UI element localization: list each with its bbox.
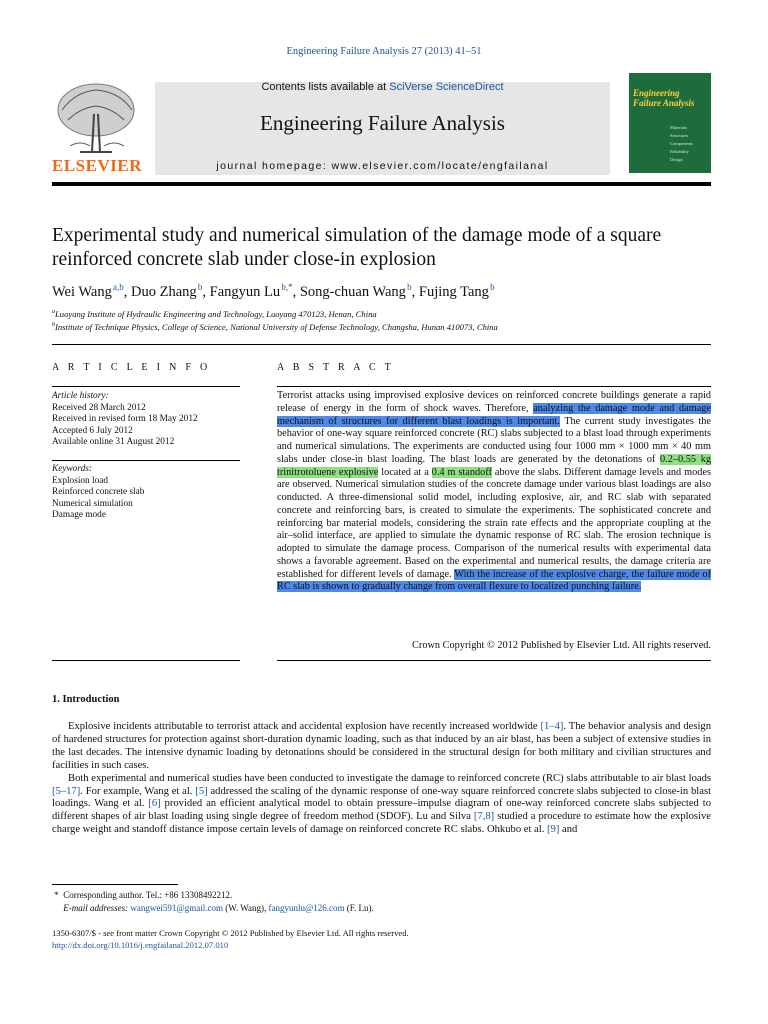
affiliation [52,309,377,319]
author-separator: , [202,283,210,300]
paragraph-text: . For example, Wang et al. [80,785,196,797]
footnote-mark: * [54,890,59,900]
email-note [52,902,711,915]
article-title: Experimental study and numerical simulation of the damage mode of a square reinforced concrete slab under close-in explosion [52,225,662,270]
highlight-green[interactable]: 0.4 m standoff [431,466,492,478]
abstract-text: above the slabs. Different damage levels and modes are observed. Numerical simulation studies of the concrete damage under various blast loadings are also conducted. A three-dimensional solid model, including explosive, air, and RC slab with separated concrete and reinforcing bars, is created to simulate the experiments. The sophisticated concrete and reinforcing bar material models, considering the strain rate effects and the appropriate coupling at the air–solid interface, are applied to simulate the dynamic response of RC slab. The erosion technique is adopted to simulate the damage process. Comparison of the numerical results with experimental data shows a favorable agreement. Based on the experimental and numerical results, the damage criteria are established for different levels of damage. [277,466,711,580]
highlight-green[interactable]: 0.2–0.55 kg trinitrotoluene explosive [277,453,711,478]
history-item: Received 28 March 2012 [52,402,146,413]
email-link[interactable]: wangwei591@gmail.com [130,902,223,913]
info-divider [52,460,240,461]
cover-topic: Design [670,157,683,162]
article-info-heading: A R T I C L E I N F O [52,362,211,373]
keyword: Damage mode [52,510,106,521]
highlight-blue[interactable]: analyzing the damage mode and damage mechanism of structures for different blast loadings is important. [277,402,711,427]
keywords-label: Keywords: [52,464,92,474]
corresponding-author: Corresponding author. Tel.: +86 13308492212. [63,890,233,900]
contents-availability [155,81,610,93]
keyword: Numerical simulation [52,498,133,509]
sciencedirect-link[interactable]: SciVerse ScienceDirect [389,81,504,93]
citation-link[interactable]: [6] [148,798,161,810]
author-separator: , [123,283,132,300]
history-item: Received in revised form 18 May 2012 [52,414,198,425]
author-affiliation-mark[interactable]: b [197,282,203,292]
paragraph-text: and [559,824,578,836]
keywords [52,464,240,522]
paragraph-text: studied a procedure to estimate how the explosive charge weight and standoff distance impose certain levels of damage on reinforced concrete RC slabs. Ohkubo et al. [52,811,711,836]
elsevier-wordmark: ELSEVIER [52,156,142,175]
header-divider [52,182,711,186]
article-history [52,391,240,449]
title-divider [52,344,711,345]
cover-title: Engineering Failure Analysis [633,88,695,108]
author-name: Wei Wang [52,283,112,300]
paragraph-text: Both experimental and numerical studies have been conducted to investigate the damage to reinforced concrete (RC) slabs attributable to air blast loads [68,772,711,784]
citation-link[interactable]: [5–17] [52,785,81,797]
paragraph-text: . The behavior analysis and design of hardened structures for protection against short-duration dynamic loading, such as that induced by an air blast, has been a subject of extensive studies in the last decades. The intensive dynamic loading by detonations should be considered in the structural design for both military and civilian structures and facilities in such cases. [52,721,711,771]
abstract-text: Terrorist attacks using improvised explosive devices on reinforced concrete buildings generate a rapid release of energy in the form of shock waves. Therefore, [277,390,711,414]
history-item: Accepted 6 July 2012 [52,425,133,436]
abstract-body [277,390,711,594]
copyright-notice: Crown Copyright © 2012 Published by Elsevier Ltd. All rights reserved. [412,640,711,651]
author-list [52,282,495,301]
history-label: Article history: [52,391,109,401]
history-item: Available online 31 August 2012 [52,437,175,448]
introduction-body [52,721,711,837]
abstract-text: The current study investigates the behavior of one-way square reinforced concrete (RC) slabs subjected to a blast load through experiments and numerical simulations. The experiments are conducted using four 1000 mm × 1000 mm × 40 mm slabs under close-in blast loading. The blast loads are generated by the detonations of [277,415,712,465]
author-affiliation-mark[interactable]: a,b [113,282,124,292]
author-name: Fujing Tang [418,283,489,300]
highlight-blue[interactable]: With the increase of the explosive charge, the failure mode of RC slab is shown to gradually change from overall flexure to localized punching failure. [277,568,711,593]
paragraph [52,721,711,773]
cover-topic: Components [670,141,693,146]
citation-link[interactable]: [9] [547,824,560,836]
journal-reference-link[interactable]: Engineering Failure Analysis 27 (2013) 41–51 [286,46,482,57]
issn-line: 1350-6307/$ - see front matter Crown Copyright © 2012 Published by Elsevier Ltd. All rights reserved. [52,928,409,938]
affiliation-text: Luoyang Institute of Hydraulic Engineering and Technology, Luoyang 470123, Henan, China [55,309,377,319]
footnotes [52,889,711,914]
info-divider [52,386,240,387]
affiliation-mark: b [52,322,55,329]
cover-topic: Reliability [670,149,689,154]
keyword: Reinforced concrete slab [52,487,145,498]
corresponding-author-note [52,889,711,902]
paragraph [52,773,711,838]
cover-topic: Materials [670,125,687,130]
author-name: Duo Zhang [131,283,197,300]
citation-link[interactable]: [5] [195,785,208,797]
abstract-divider [277,660,711,661]
contents-prefix: Contents lists available at [261,81,390,93]
paragraph-text: Explosive incidents attributable to terrorist attack and accidental explosion have recently increased worldwide [68,721,541,732]
affiliation [52,322,498,332]
citation-link[interactable]: [1–4] [540,721,564,732]
affiliation-mark: a [52,309,55,316]
email-owner: (F. Lu). [344,902,374,913]
email-link[interactable]: fangyunlu@126.com [268,902,345,913]
paragraph-text: addressed the scaling of the dynamic response of one-way square reinforced concrete slabs subjected to close-in blast loadings. Wang et al. [52,785,712,810]
keyword: Explosion load [52,475,109,486]
author-name: Fangyun Lu [209,283,281,300]
email-owner: (W. Wang), [222,902,269,913]
doi-link[interactable]: http://dx.doi.org/10.1016/j.engfailanal.2012.07.010 [52,939,229,950]
author-separator: , [411,283,419,300]
journal-homepage-link[interactable]: journal homepage: www.elsevier.com/locate/engfailanal [216,160,549,172]
cover-topic: Structures [670,133,689,138]
author-affiliation-mark[interactable]: b [407,282,412,292]
journal-title: Engineering Failure Analysis [260,111,505,135]
affiliation-text: Institute of Technique Physics, College of Science, National University of Defense Technology, Changsha, Hunan 410073, China [55,322,498,332]
abstract-text: located at a [378,466,432,478]
abstract-divider [277,386,711,387]
cover-topics [670,124,710,164]
publication-info [52,928,711,951]
footnote-divider [52,884,178,885]
author-affiliation-mark[interactable]: b [490,282,495,292]
author-affiliation-mark[interactable]: b,* [281,282,293,292]
author-separator: , [292,283,300,300]
author-name: Song-chuan Wang [299,283,406,300]
abstract-heading: A B S T R A C T [277,362,395,373]
info-divider [52,660,240,661]
section-heading-introduction: 1. Introduction [52,694,120,705]
paragraph-text: provided an efficient analytical model to obtain pressure–impulse diagram of one-way reinforced concrete slabs subjected to different shapes of air blast loading using single degree of freedom method (SDOF). Lu and Silva [52,798,711,823]
citation-link[interactable]: [7,8] [473,811,495,823]
email-label: E-mail addresses: [63,902,129,913]
